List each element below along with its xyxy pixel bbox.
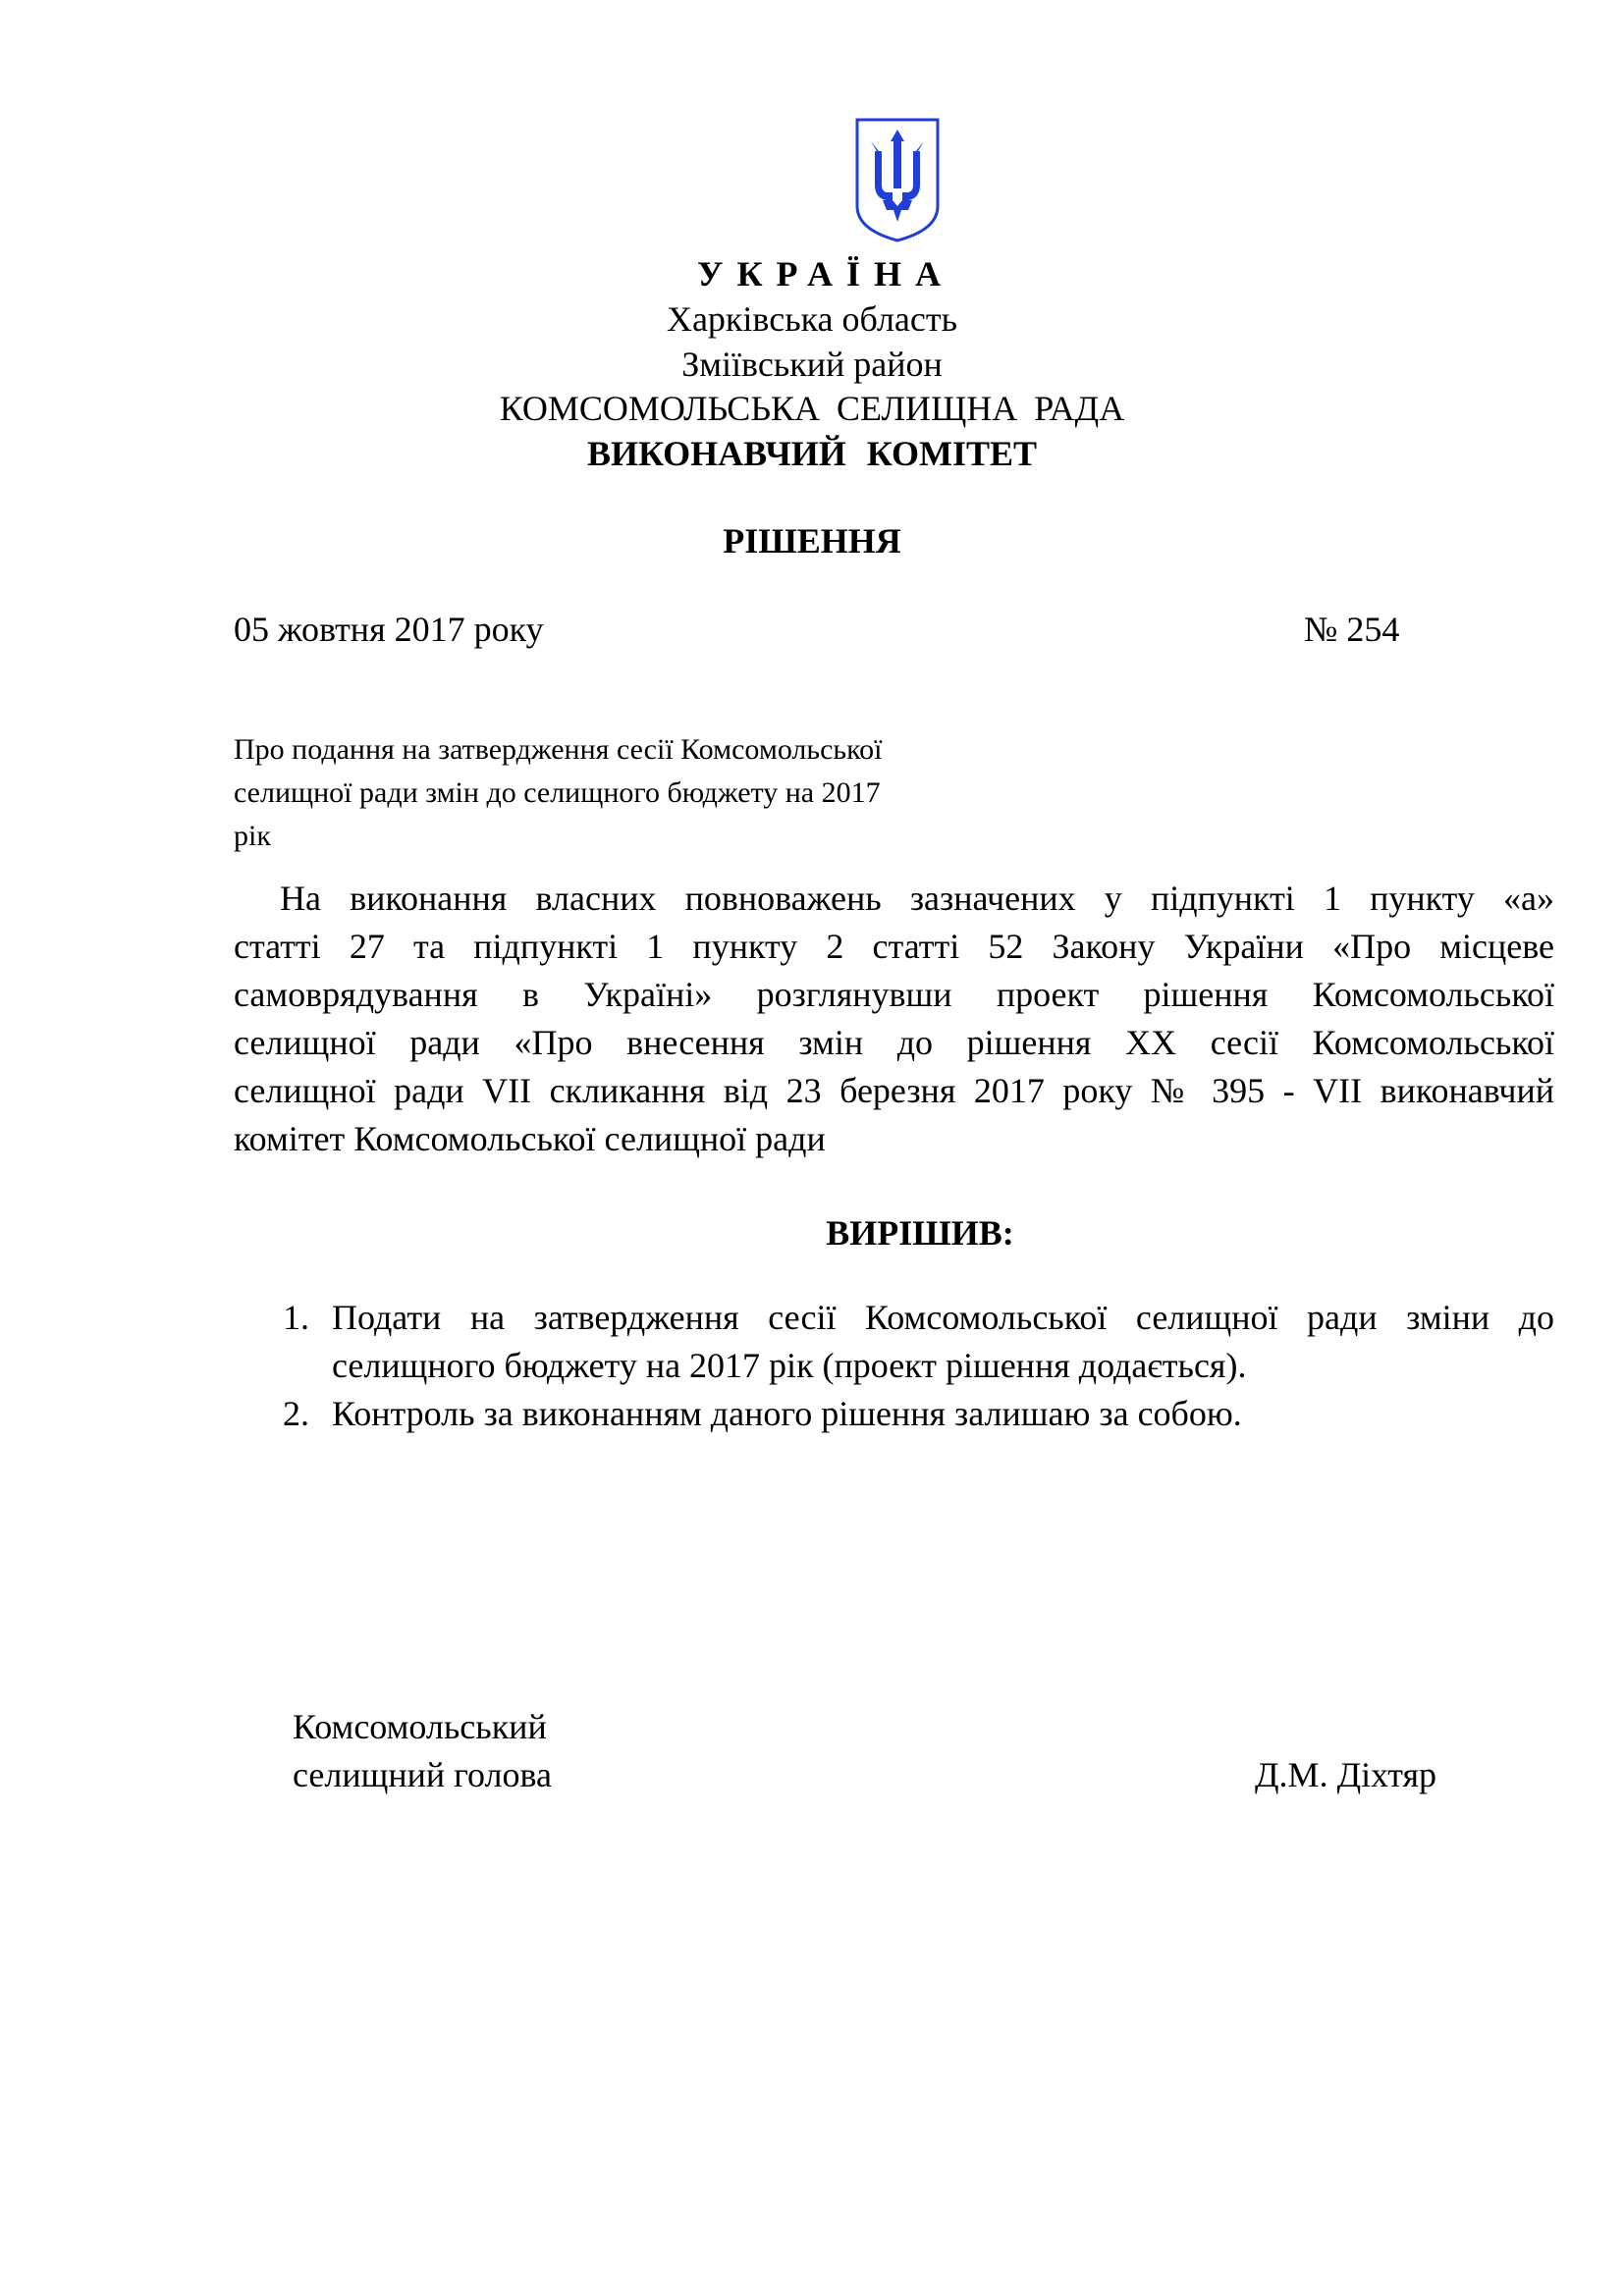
resolution-item [283,1294,1554,1390]
decision-subject [234,728,990,858]
subject-line: Про подання на затвердження сесії Комсомольської [234,733,883,766]
preamble-line: На виконання власних повноважень зазначених у підпункті 1 пункту «а» [280,879,1554,918]
position-line: селищний голова [293,1755,553,1794]
position-line: Комсомольський [293,1707,547,1746]
decision-date: 05 жовтня 2017 року [234,610,544,649]
subject-line: рік [234,820,271,852]
item-number: 1. [283,1298,309,1337]
item-line: Контроль за виконанням даного рішення залишаю за собою. [332,1394,1242,1433]
preamble-line: статті 27 та підпункті 1 пункту 2 статті 52 Закону України «Про місцеве [234,927,1554,966]
council-name: КОМСОМОЛЬСЬКА СЕЛИЩНА РАДА [499,389,1125,428]
decision-number: № 254 [1304,610,1400,649]
district-line: Зміївський район [681,345,943,384]
resolution-items [283,1294,1554,1438]
preamble-line: селищної ради VII скликання від 23 березня 2017 року № 395 - VII виконавчий [234,1071,1554,1110]
preamble-line: самоврядування в Україні» розглянувши проект рішення Комсомольської [234,975,1554,1014]
preamble-paragraph [234,875,1554,1163]
committee-name: ВИКОНАВЧИЙ КОМІТЕТ [586,434,1038,473]
region-line: Харківська область [666,299,958,339]
trident-coat-of-arms-icon [853,116,942,243]
resolved-heading: ВИРІШИВ: [826,1213,1014,1253]
item-number: 2. [283,1394,309,1433]
signatory-position [293,1703,552,1799]
resolution-item [283,1390,1554,1438]
preamble-line: селищної ради «Про внесення змін до рішення ХХ сесії Комсомольської [234,1023,1554,1062]
signatory-name: Д.М. Діхтяр [1255,1755,1437,1794]
item-line: селищного бюджету на 2017 рік (проект рішення додається). [332,1346,1247,1385]
preamble-line: комітет Комсомольської селищної ради [234,1119,826,1158]
item-line: Подати на затвердження сесії Комсомольської селищної ради зміни до [332,1298,1554,1337]
country-title: УКРАЇНА [697,254,954,294]
subject-line: селищної ради змін до селищного бюджету на 2017 [234,776,881,809]
document-type-title: РІШЕННЯ [723,521,901,561]
